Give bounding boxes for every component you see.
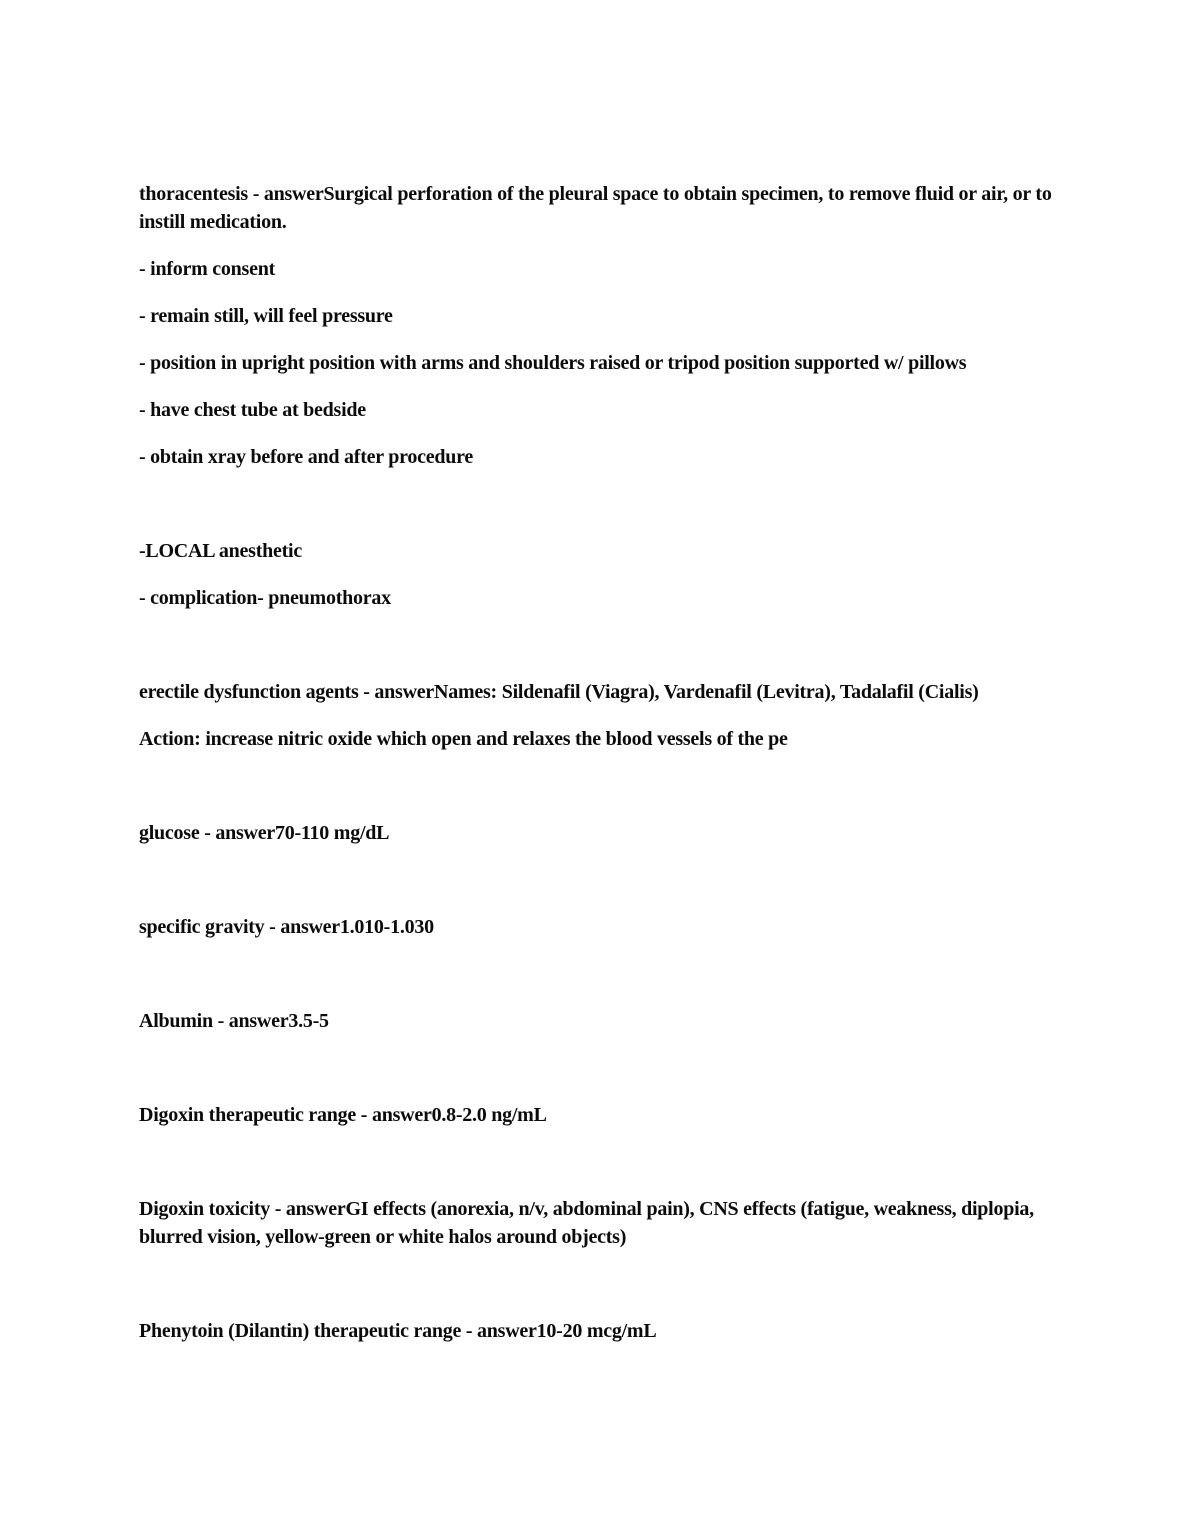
paragraph-spacer [139,490,1052,518]
paragraph-bullet-position-upright: - position in upright position with arms and shoulders raised or tripod position supported w/ pillows [139,352,967,374]
paragraph-digoxin-toxicity: Digoxin toxicity - answerGI effects (anorexia, n/v, abdominal pain), CNS effects (fatigue, weakness, diplopia, blurred vision, yellow-green or white halos around objects) [139,1198,1034,1248]
paragraph-glucose-range: glucose - answer70-110 mg/dL [139,822,390,844]
paragraph-albumin-range: Albumin - answer3.5-5 [139,1010,329,1032]
paragraph-spacer [139,1270,1052,1298]
paragraph-bullet-local-anesthetic: -LOCAL anesthetic [139,540,302,562]
paragraph-spacer [139,772,1052,800]
paragraph-spacer [139,631,1052,659]
paragraph-bullet-complication-pneumothorax: - complication- pneumothorax [139,587,391,609]
paragraph-bullet-obtain-xray: - obtain xray before and after procedure [139,446,474,468]
paragraph-phenytoin-therapeutic-range: Phenytoin (Dilantin) therapeutic range - answer10-20 mcg/mL [139,1320,657,1342]
paragraph-specific-gravity-range: specific gravity - answer1.010-1.030 [139,916,434,938]
paragraph-action-nitric-oxide: Action: increase nitric oxide which open and relaxes the blood vessels of the pe [139,728,788,750]
paragraph-digoxin-therapeutic-range: Digoxin therapeutic range - answer0.8-2.0 ng/mL [139,1104,547,1126]
paragraph-spacer [139,1054,1052,1082]
document-text-block [139,180,1052,1345]
paragraph-erectile-dysfunction-agents: erectile dysfunction agents - answerNames: Sildenafil (Viagra), Vardenafil (Levitra), Tadalafil (Cialis) [139,681,979,703]
paragraph-spacer [139,960,1052,988]
paragraph-spacer [139,1148,1052,1176]
paragraph-bullet-remain-still: - remain still, will feel pressure [139,305,393,327]
paragraph-bullet-chest-tube: - have chest tube at bedside [139,399,366,421]
paragraph-thoracentesis-definition: thoracentesis - answerSurgical perforation of the pleural space to obtain specimen, to remove fluid or air, or to instill medication. [139,183,1052,233]
paragraph-bullet-inform-consent: - inform consent [139,258,275,280]
paragraph-spacer [139,866,1052,894]
